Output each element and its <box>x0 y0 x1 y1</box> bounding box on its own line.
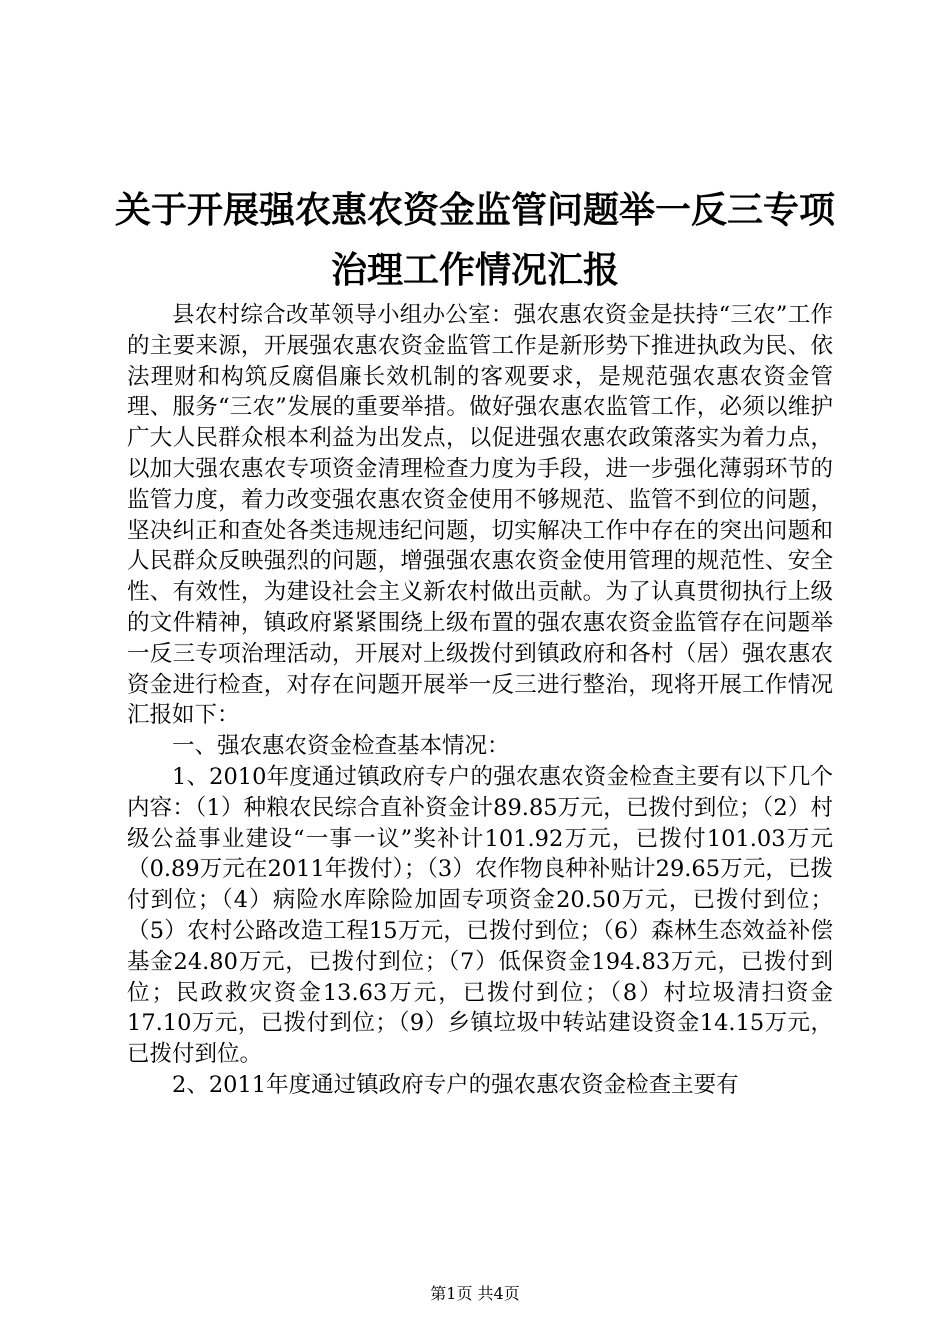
document-title-line-2: 治理工作情况汇报 <box>330 250 619 291</box>
document-body <box>127 300 833 1101</box>
paragraph-section-heading: 一、强农惠农资金检查基本情况： <box>172 733 510 760</box>
paragraph-2010-funds: 1、2010年度通过镇政府专户的强农惠农资金检查主要有以下几个内容：（1）种粮农民综合直补资金计89.85万元，已拨付到位；（2）村级公益事业建设“一事一议”奖补计101.92万元，已拨付101.03万元（0.89万元在2011年拨付）；（3）农作物良种补贴计29.65万元，已拨付到位；（4）病险水库除险加固专项资金20.50万元，已拨付到位；（5）农村公路改造工程15万元，已拨付到位；（6）森林生态效益补偿基金24.80万元，已拨付到位；（7）低保资金194.83万元，已拨付到位；民政救灾资金13.63万元，已拨付到位；（8）村垃圾清扫资金17.10万元，已拨付到位；（9）乡镇垃圾中转站建设资金14.15万元，已拨付到位。 <box>127 763 833 1068</box>
paragraph-intro: 县农村综合改革领导小组办公室：强农惠农资金是扶持“三农”工作的主要来源，开展强农惠农资金监管工作是新形势下推进执政为民、依法理财和构筑反腐倡廉长效机制的客观要求，是规范强农惠农资金管理、服务“三农”发展的重要举措。做好强农惠农监管工作，必须以维护广大人民群众根本利益为出发点，以促进强农惠农政策落实为着力点，以加大强农惠农专项资金清理检查力度为手段，进一步强化薄弱环节的监管力度，着力改变强农惠农资金使用不够规范、监管不到位的问题，坚决纠正和查处各类违规违纪问题，切实解决工作中存在的突出问题和人民群众反映强烈的问题，增强强农惠农资金使用管理的规范性、安全性、有效性，为建设社会主义新农村做出贡献。为了认真贯彻执行上级的文件精神，镇政府紧紧围绕上级布置的强农惠农资金监管存在问题举一反三专项治理活动，开展对上级拨付到镇政府和各村（居）强农惠农资金进行检查，对存在问题开展举一反三进行整治，现将开展工作情况汇报如下： <box>127 302 833 729</box>
paragraph-2011-funds: 2、2011年度通过镇政府专户的强农惠农资金检查主要有 <box>172 1071 739 1098</box>
page-footer: 第1页 共4页 <box>430 1284 520 1303</box>
document-title-line-1: 关于开展强农惠农资金监管问题举一反三专项 <box>114 190 835 231</box>
